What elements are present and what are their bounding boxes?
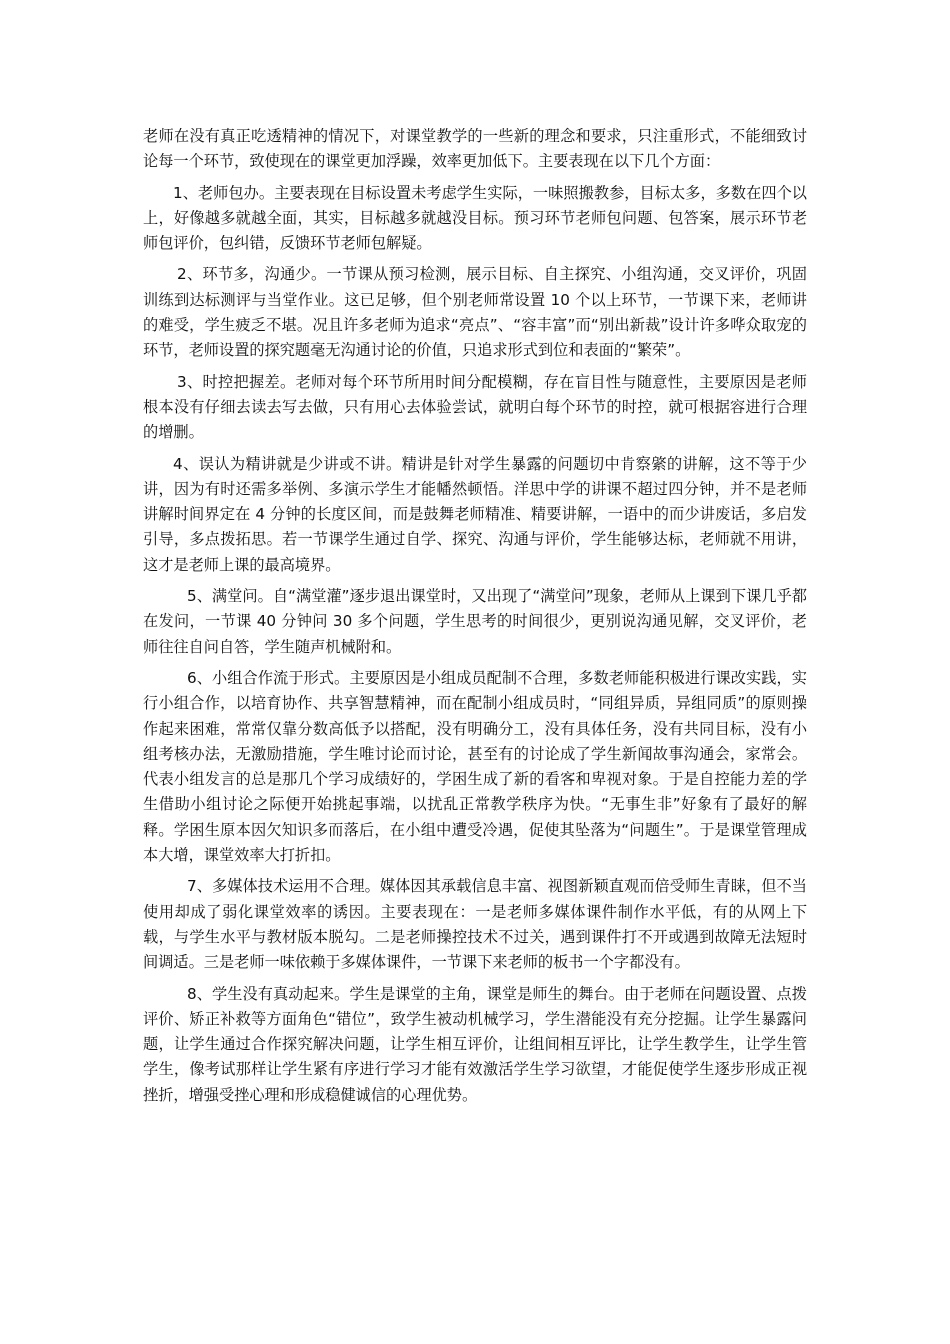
paragraph-7-multimedia: 7、多媒体技术运用不合理。媒体因其承载信息丰富、视图新颖直观而倍受师生青睐，但不当使用却成了弱化课堂效率的诱因。主要表现在：一是老师多媒体课件制作水平低，有的从网上下载，与学生水平与教材版本脱勾。二是老师操控技术不过关，遇到课件打不开或遇到故障无法短时间调适。三是老师一味依赖于多媒体课件，一节课下来老师的板书一个字都没有。	[143, 877, 807, 972]
paragraph-3-time-control: 3、时控把握差。老师对每个环节所用时间分配模糊，存在盲目性与随意性，主要原因是老师根本没有仔细去读去写去做，只有用心去体验尝试，就明白每个环节的时控，就可根据容进行合理的增删。	[143, 372, 807, 442]
paragraph-1-teacher-takeover: 1、老师包办。主要表现在目标设置未考虑学生实际，一味照搬教参，目标太多，多数在四个以上，好像越多就越全面，其实，目标越多就越没目标。预习环节老师包问题、包答案，展示环节老师包评价，包纠错，反馈环节老师包解疑。	[143, 183, 807, 253]
document-body	[143, 124, 807, 1114]
paragraph-2-too-many-steps: 2、环节多，沟通少。一节课从预习检测，展示目标、自主探究、小组沟通，交叉评价，巩固训练到达标测评与当堂作业。这已足够，但个别老师常设置 10 个以上环节，一节课下来，老师讲的难受，学生疲乏不堪。况且许多老师为追求“亮点”、“容丰富”而“别出新裁”设计许多哗众取宠的环节，老师设置的探究题毫无沟通讨论的价值，只追求形式到位和表面的“繁荣”。	[143, 265, 807, 360]
intro-paragraph: 老师在没有真正吃透精神的情况下，对课堂教学的一些新的理念和要求，只注重形式，不能细致讨论每一个环节，致使现在的课堂更加浮躁，效率更加低下。主要表现在以下几个方面：	[143, 127, 807, 171]
paragraph-6-group-cooperation: 6、小组合作流于形式。主要原因是小组成员配制不合理，多数老师能积极进行课改实践，实行小组合作，以培育协作、共享智慧精神，而在配制小组成员时，“同组异质，异组同质”的原则操作起来困难，常常仅靠分数高低予以搭配，没有明确分工，没有具体任务，没有共同目标，没有小组考核办法，无激励措施，学生唯讨论而讨论，甚至有的讨论成了学生新闻故事沟通会，家常会。代表小组发言的总是那几个学习成绩好的，学困生成了新的看客和卑视对象。于是自控能力差的学生借助小组讨论之际便开始挑起事端，以扰乱正常教学秩序为快。“无事生非”好象有了最好的解释。学困生原本因欠知识多而落后，在小组中遭受冷遇，促使其坠落为“问题生”。于是课堂管理成本大增，课堂效率大打折扣。	[143, 668, 807, 865]
paragraph-8-student-engagement: 8、学生没有真动起来。学生是课堂的主角，课堂是师生的舞台。由于老师在问题设置、点拨评价、矫正补救等方面角色“错位”，致学生被动机械学习，学生潜能没有充分挖掘。让学生暴露问题，让学生通过合作探究解决问题，让学生相互评价，让组间相互评比，让学生教学生，让学生管学生，像考试那样让学生紧有序进行学习才能有效激活学生学习欲望，才能促使学生逐步形成正视挫折，增强受挫心理和形成稳健诚信的心理优势。	[143, 984, 807, 1104]
paragraph-4-concise-teaching: 4、误认为精讲就是少讲或不讲。精讲是针对学生暴露的问题切中肯察綮的讲解，这不等于少讲，因为有时还需多举例、多演示学生才能幡然顿悟。洋思中学的讲课不超过四分钟，并不是老师讲解时间界定在 4 分钟的长度区间，而是鼓舞老师精准、精要讲解，一语中的而少讲废话，多启发引导，多点拨拓思。若一节课学生通过自学、探究、沟通与评价，学生能够达标，老师就不用讲，这才是老师上课的最高境界。	[143, 454, 807, 574]
paragraph-5-excessive-questions: 5、满堂问。自“满堂灌”逐步退出课堂时，又出现了“满堂问”现象，老师从上课到下课几乎都在发问，一节课 40 分钟问 30 多个问题，学生思考的时间很少，更别说沟通见解，交叉评价，老师往往自问自答，学生随声机械附和。	[143, 587, 807, 656]
